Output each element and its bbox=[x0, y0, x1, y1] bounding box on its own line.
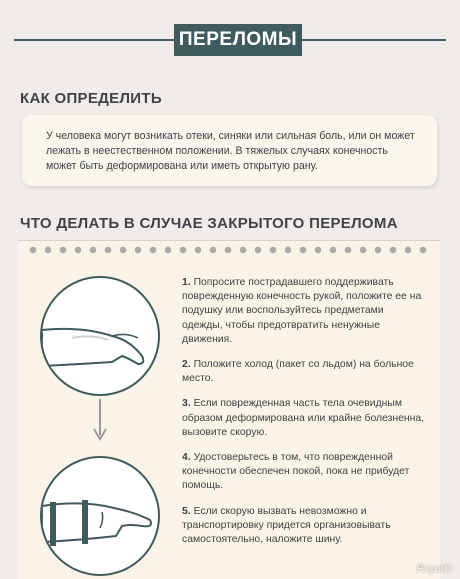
list-item: 2. Положите холод (пакет со льдом) на больное место. bbox=[182, 359, 414, 385]
list-item: 1. Попросите пострадавшего поддерживать поврежденную конечность рукой, положите ее на подушку или воспользуйтесь предметами одежды, чтобы предотвратить ненужные движения. bbox=[182, 277, 422, 345]
notepad-holes bbox=[28, 245, 430, 255]
steps-list bbox=[182, 276, 427, 558]
title-bar bbox=[14, 24, 446, 56]
info-card-text: У человека могут возникать отеки, синяки или сильная боль, или он может лежать в неестественном положении. В тяжелых случаях конечность может быть деформирована или иметь открытую рану. bbox=[46, 130, 415, 172]
watermark: ЯхуеЮ bbox=[415, 563, 452, 575]
splint-icon bbox=[42, 458, 160, 576]
down-arrow-icon bbox=[92, 399, 108, 441]
arm-support-icon bbox=[42, 278, 160, 396]
section-heading-closed-fracture: ЧТО ДЕЛАТЬ В СЛУЧАЕ ЗАКРЫТОГО ПЕРЕЛОМА bbox=[20, 215, 398, 232]
page-title: ПЕРЕЛОМЫ bbox=[174, 24, 302, 56]
notepad-panel bbox=[18, 240, 440, 579]
section-heading-identify: КАК ОПРЕДЕЛИТЬ bbox=[20, 90, 162, 107]
list-item: 3. Если поврежденная часть тела очевидным образом деформирована или крайне болезненна, вызовите скорую. bbox=[182, 398, 425, 438]
splint-illustration bbox=[40, 456, 160, 576]
list-item: 4. Удостоверьтесь в том, что поврежденной конечности обеспечен покой, пока не прибудет помощь. bbox=[182, 452, 410, 492]
list-item: 5. Если скорую вызвать невозможно и транспортировку придется организовывать самостоятельно, наложите шину. bbox=[182, 505, 391, 546]
info-card bbox=[22, 115, 437, 186]
arm-support-illustration bbox=[40, 276, 160, 396]
